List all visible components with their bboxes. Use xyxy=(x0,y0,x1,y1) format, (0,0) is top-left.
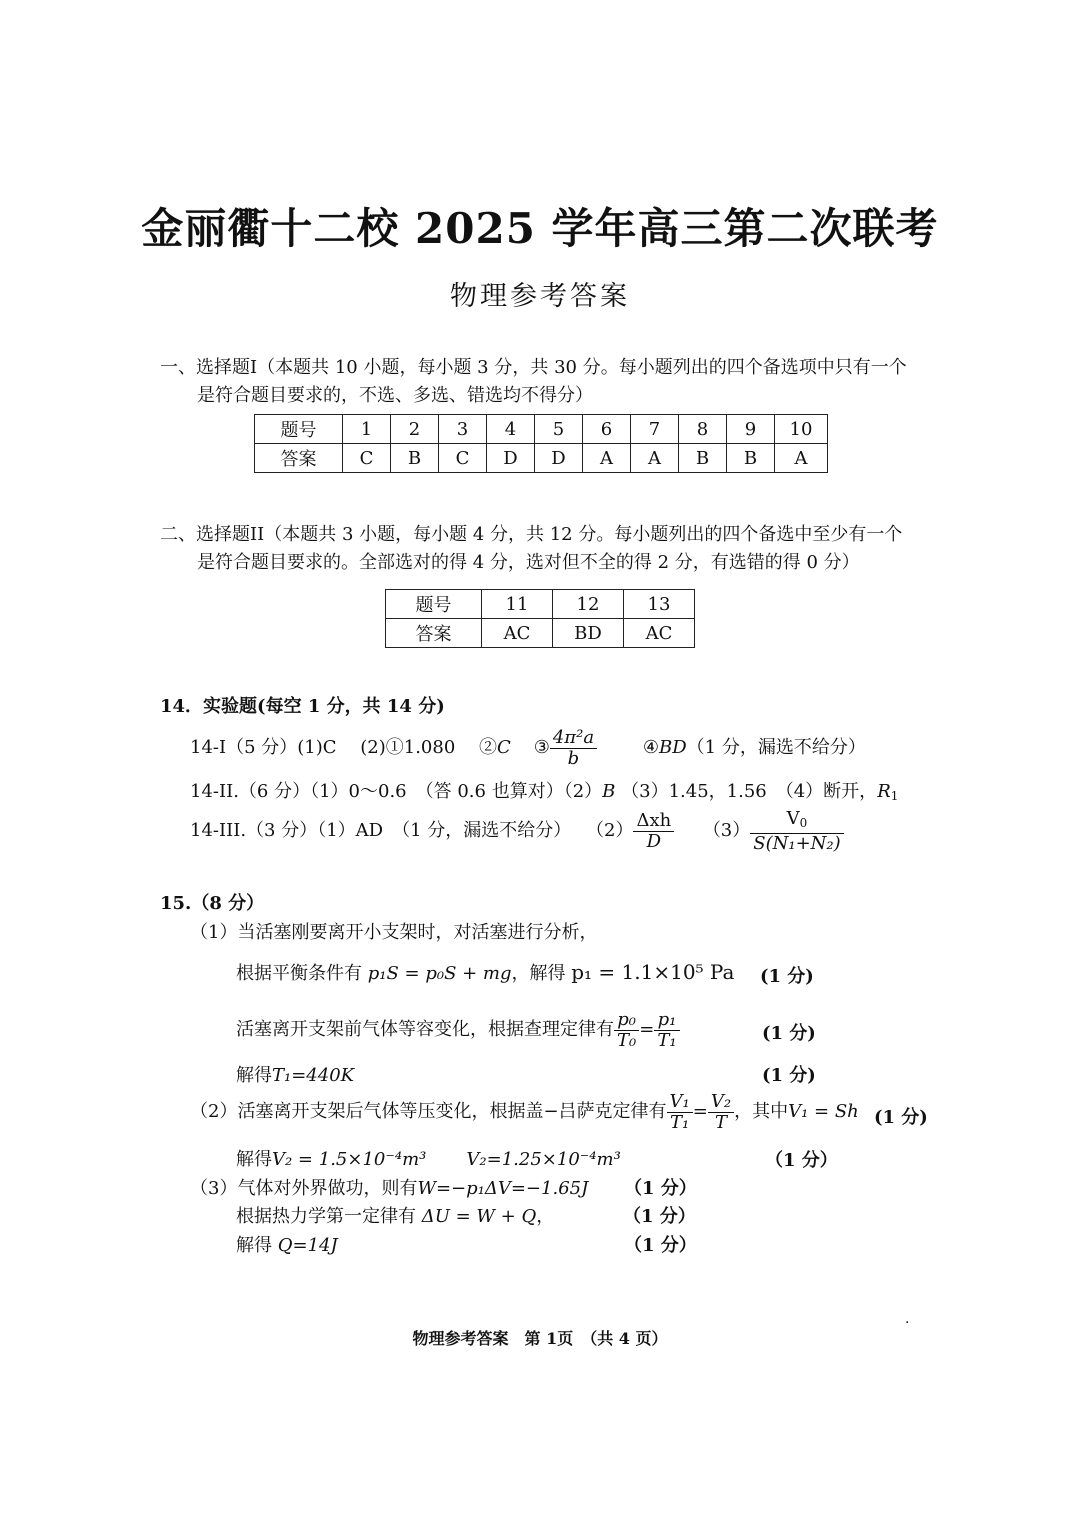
q14-part3-fraction-2 xyxy=(750,809,843,854)
q14-part3 xyxy=(190,808,844,854)
fraction-denominator: T₀ xyxy=(617,1029,637,1051)
table-cell: AC xyxy=(482,619,553,648)
point-badge: (1 分) xyxy=(762,1065,816,1086)
q15-line9-text: 解得 xyxy=(236,1235,278,1256)
page-title: 金丽衢十二校 2025 学年高三第二次联考 xyxy=(141,204,939,253)
q15-line7 xyxy=(190,1174,588,1200)
q15-line2-result: p₁ = 1.1×10⁵ Pa xyxy=(571,960,735,984)
section1-line1: 一、选择题I（本题共 10 小题，每小题 3 分，共 30 分。每小题列出的四个备选项中只有一个 xyxy=(160,357,907,378)
fraction-numerator xyxy=(750,809,843,834)
q15-line9-eq: Q=14J xyxy=(277,1235,338,1256)
q14-part3-prefix: 14-III.（3 分）（1）AD （1 分，漏选不给分） （2） xyxy=(190,820,634,841)
q15-line2-mid: ，解得 xyxy=(511,963,572,984)
q14-part2-prefix: 14-II.（6 分）（1）0～0.6 （答 0.6 也算对）（2） xyxy=(190,781,603,802)
point-badge: (1 分) xyxy=(760,966,814,987)
table-cell: 13 xyxy=(624,590,695,619)
table-row-label: 答案 xyxy=(386,619,482,648)
q15-line6 xyxy=(236,1145,621,1171)
q15-line8-eq: ΔU = W + Q xyxy=(421,1206,537,1227)
fraction xyxy=(614,1010,639,1051)
q14-part2-r-sub: 1 xyxy=(890,789,899,803)
fraction-numerator-text: V xyxy=(786,807,800,829)
table-cell: D xyxy=(535,444,583,473)
fraction-numerator: V₁ xyxy=(667,1092,693,1113)
table-row-label: 题号 xyxy=(386,590,482,619)
table-cell: A xyxy=(775,444,828,473)
table-cell: AC xyxy=(624,619,695,648)
q15-line3: 活塞离开支架前气体等容变化，根据查理定律有 $\frac{\text{p₀}}{\text{T₀}}$ = $\frac{\text{p₁}}{\text{T₁}}$ xyxy=(236,1008,680,1052)
page-subtitle: 物理参考答案 xyxy=(450,281,630,312)
q14-part1 xyxy=(190,726,866,770)
section2-line2: 是符合题目要求的。全部选对的得 4 分，选对但不全的得 2 分，有选错的得 0 分） xyxy=(197,552,860,573)
table-cell: 9 xyxy=(727,415,775,444)
table-cell: B xyxy=(679,444,727,473)
fraction-denominator: T₁ xyxy=(670,1111,690,1133)
fraction-denominator: S(N₁+N₂) xyxy=(753,832,841,854)
point-badge: （1 分） xyxy=(624,1235,697,1256)
q14-part1-c: C xyxy=(497,737,511,758)
q14-part2-suffix: （3）1.45，1.56 （4）断开， xyxy=(621,781,878,802)
fraction-numerator: p₁ xyxy=(654,1010,679,1031)
section1-line2: 是符合题目要求的，不选、多选、错选均不得分） xyxy=(197,385,593,406)
q15-line5-after: ，其中 xyxy=(734,1101,789,1122)
q14-part2-r: R xyxy=(877,781,891,802)
table-row-label: 题号 xyxy=(255,415,343,444)
point-badge: （1 分） xyxy=(623,1206,696,1227)
table-cell: 2 xyxy=(391,415,439,444)
q14-part2 xyxy=(190,777,898,803)
fraction-denominator: T₁ xyxy=(657,1029,677,1051)
fraction xyxy=(667,1092,693,1133)
q15-line7-text: （3）气体对外界做功，则有 xyxy=(190,1178,418,1199)
q15-line5-text: （2）活塞离开支架后气体等压变化，根据盖−吕萨克定律有 xyxy=(190,1101,667,1122)
table-row xyxy=(255,415,828,444)
q15-line4-eq: T₁=440K xyxy=(272,1065,355,1086)
page-footer: 物理参考答案 第 1页 （共 4 页） xyxy=(412,1329,668,1348)
q15-line6-eq2: V₂=1.25×10⁻⁴m³ xyxy=(466,1149,621,1170)
q15-line7-eq: W=−p₁ΔV=−1.65J xyxy=(417,1178,589,1199)
table-cell: 12 xyxy=(553,590,624,619)
q15-line5: （2）活塞离开支架后气体等压变化，根据盖−吕萨克定律有 $\frac{\text{V₁}}{\text{T₁}}$ = $\frac{\text{V₂}}{T}$ ，其中V₁ = Sh xyxy=(190,1090,859,1133)
q14-part1-fraction xyxy=(550,728,597,769)
q14-part3-fraction-1 xyxy=(633,811,674,852)
circle-3: ③ xyxy=(533,737,550,758)
fraction-denominator: T xyxy=(714,1111,727,1133)
fraction-numerator: p₀ xyxy=(614,1010,639,1031)
q15-line6-eq1: V₂ = 1.5×10⁻⁴m³ xyxy=(272,1149,427,1170)
table-cell: A xyxy=(583,444,631,473)
table-row-label: 答案 xyxy=(255,444,343,473)
table-cell: 4 xyxy=(487,415,535,444)
fraction-numerator: Δxh xyxy=(633,811,674,832)
q15-header: 15.（8 分） xyxy=(160,893,265,914)
q14-part1-bd: BD xyxy=(658,737,687,758)
point-badge: （1 分） xyxy=(765,1150,838,1171)
table-cell: BD xyxy=(553,619,624,648)
q15-line6-text: 解得 xyxy=(236,1149,272,1170)
q15-line8 xyxy=(236,1202,554,1228)
fraction-numerator-sub: 0 xyxy=(799,815,808,830)
fraction-denominator: b xyxy=(567,747,580,769)
q15-line1: （1）当活塞刚要离开小支架时，对活塞进行分析， xyxy=(190,922,598,943)
q14-part3-mid: （3） xyxy=(702,820,751,841)
q15-line4-text: 解得 xyxy=(236,1065,272,1086)
table-cell: 3 xyxy=(439,415,487,444)
circle-4: ④ xyxy=(642,737,659,758)
q15-line3-text: 活塞离开支架前气体等容变化，根据查理定律有 xyxy=(236,1019,614,1040)
table-row xyxy=(255,444,828,473)
table-cell: C xyxy=(343,444,391,473)
table-cell: 10 xyxy=(775,415,828,444)
table-row xyxy=(386,619,695,648)
table-cell: 8 xyxy=(679,415,727,444)
point-badge: （1 分） xyxy=(624,1178,697,1199)
q15-line8-text: 根据热力学第一定律有 xyxy=(236,1206,422,1227)
fraction xyxy=(654,1010,679,1051)
table-cell: A xyxy=(631,444,679,473)
table-cell: 7 xyxy=(631,415,679,444)
fraction-numerator: 4π²a xyxy=(550,728,597,749)
fraction xyxy=(708,1092,734,1133)
point-badge: (1 分) xyxy=(874,1107,928,1128)
table-cell: B xyxy=(391,444,439,473)
q15-line2 xyxy=(236,959,734,985)
table-cell: B xyxy=(727,444,775,473)
q15-line9 xyxy=(236,1231,338,1257)
table-cell: D xyxy=(487,444,535,473)
table-cell: 11 xyxy=(482,590,553,619)
q14-part1-prefix: 14-I（5 分）(1)C (2)①1.080 ② xyxy=(190,737,498,758)
q15-line5-eq: V₁ = Sh xyxy=(788,1101,859,1122)
q15-line2-eq: p₁S = p₀S + mg xyxy=(367,963,512,984)
q15-line2-text: 根据平衡条件有 xyxy=(236,963,368,984)
q15-line8-after: ， xyxy=(536,1206,555,1227)
fraction-denominator: D xyxy=(646,830,662,852)
table-cell: 1 xyxy=(343,415,391,444)
q14-part2-b: B xyxy=(602,781,616,802)
table-row xyxy=(386,590,695,619)
q15-line4 xyxy=(236,1061,354,1087)
stray-dot: · xyxy=(905,1315,910,1331)
table-cell: C xyxy=(439,444,487,473)
choice-table-2 xyxy=(385,589,695,648)
q14-part1-suffix: （1 分，漏选不给分） xyxy=(686,737,866,758)
table-cell: 5 xyxy=(535,415,583,444)
q14-header: 14．实验题(每空 1 分，共 14 分) xyxy=(160,696,445,717)
choice-table-1 xyxy=(254,414,828,473)
point-badge: (1 分) xyxy=(762,1023,816,1044)
section2-line1: 二、选择题II（本题共 3 小题，每小题 4 分，共 12 分。每小题列出的四个备选中至少有一个 xyxy=(160,524,903,545)
table-cell: 6 xyxy=(583,415,631,444)
fraction-numerator: V₂ xyxy=(708,1092,734,1113)
